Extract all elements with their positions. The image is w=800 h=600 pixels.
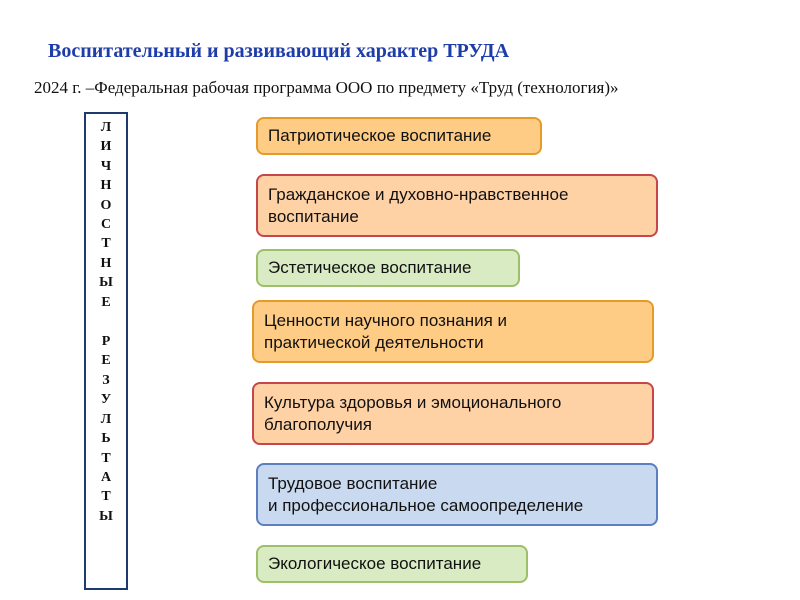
vertical-letter: Т <box>101 489 111 505</box>
vertical-word-1 <box>99 118 113 312</box>
item-label: Эстетическое воспитание <box>268 258 472 277</box>
vertical-letter: О <box>100 197 112 213</box>
item-label: Экологическое воспитание <box>268 554 482 573</box>
item-label: Патриотическое воспитание <box>268 126 492 145</box>
slide-subtitle: 2024 г. –Федеральная рабочая программа ООО по предмету «Труд (технология)» <box>34 78 619 97</box>
vertical-letter: Т <box>101 236 111 252</box>
vertical-letter: Т <box>101 450 111 466</box>
item-patriotic <box>256 117 542 155</box>
vertical-letter: Н <box>100 178 112 194</box>
item-science <box>252 300 654 363</box>
item-aesthetic <box>256 249 520 287</box>
item-label: Культура здоровья и эмоционального благополучия <box>264 392 562 434</box>
item-civic <box>256 174 658 237</box>
vertical-letter: З <box>102 372 110 388</box>
vertical-letter: И <box>100 139 112 155</box>
item-label: Трудовое воспитание и профессиональное самоопределение <box>268 473 584 515</box>
vertical-letter: А <box>100 469 112 485</box>
item-label: Ценности научного познания и практической деятельности <box>264 310 508 352</box>
vertical-letter: Л <box>100 411 112 427</box>
item-health <box>252 382 654 445</box>
vertical-letter: Н <box>100 255 112 271</box>
vertical-letter: Ь <box>101 431 111 447</box>
personal-results-vertical-label <box>84 112 128 590</box>
item-ecological <box>256 545 528 583</box>
vertical-letter: Ы <box>99 508 113 524</box>
slide-title: Воспитательный и развивающий характер ТРУДА <box>48 40 510 62</box>
vertical-letter: Ч <box>100 158 112 174</box>
vertical-letter: У <box>100 392 112 408</box>
vertical-letter: Е <box>101 294 111 310</box>
vertical-word-2 <box>99 332 113 526</box>
vertical-letter: Е <box>101 353 111 369</box>
item-label: Гражданское и духовно-нравственное воспитание <box>268 184 569 226</box>
vertical-letter: Л <box>100 120 112 135</box>
vertical-letter: Р <box>101 334 111 350</box>
item-labor <box>256 463 658 526</box>
vertical-letter: С <box>100 217 112 233</box>
vertical-letter: Ы <box>99 275 113 291</box>
